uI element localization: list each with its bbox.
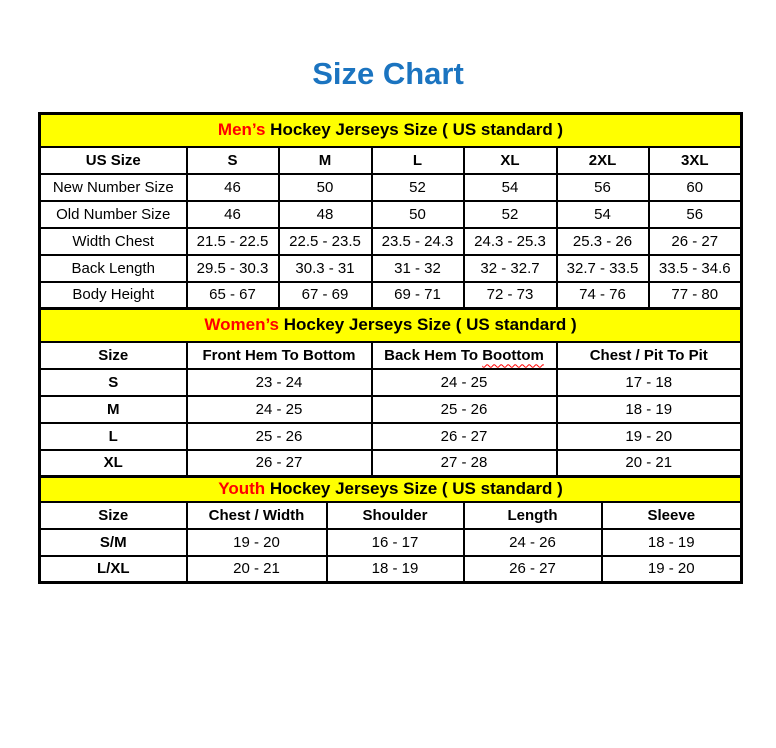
- size-value-cell: 17 - 18: [557, 369, 742, 396]
- row-label-cell: Back Length: [40, 255, 187, 282]
- size-value-cell: 46: [187, 174, 279, 201]
- size-value-cell: 26 - 27: [649, 228, 742, 255]
- womens-size-table: [38, 307, 743, 478]
- mens-section-header-row: [40, 114, 742, 147]
- size-value-cell: 60: [649, 174, 742, 201]
- size-value-cell: 30.3 - 31: [279, 255, 372, 282]
- size-row: [40, 174, 742, 201]
- column-header: 3XL: [649, 147, 742, 174]
- size-value-cell: 20 - 21: [557, 450, 742, 477]
- size-row: [40, 369, 742, 396]
- size-value-cell: 74 - 76: [557, 282, 649, 309]
- size-row: [40, 201, 742, 228]
- size-value-cell: 25.3 - 26: [557, 228, 649, 255]
- size-value-cell: 22.5 - 23.5: [279, 228, 372, 255]
- row-label-cell: New Number Size: [40, 174, 187, 201]
- column-header: Chest / Pit To Pit: [557, 342, 742, 369]
- size-row: [40, 255, 742, 282]
- row-label-cell: L: [40, 423, 187, 450]
- row-label-cell: Width Chest: [40, 228, 187, 255]
- size-value-cell: 50: [372, 201, 464, 228]
- size-value-cell: 20 - 21: [187, 556, 327, 583]
- size-value-cell: 19 - 20: [187, 529, 327, 556]
- column-header: S: [187, 147, 279, 174]
- mens-size-table: [38, 112, 743, 310]
- size-value-cell: 54: [557, 201, 649, 228]
- womens-table-body: [40, 369, 742, 477]
- size-value-cell: 56: [649, 201, 742, 228]
- size-value-cell: 27 - 28: [372, 450, 557, 477]
- size-value-cell: 32 - 32.7: [464, 255, 557, 282]
- size-value-cell: 48: [279, 201, 372, 228]
- size-value-cell: 26 - 27: [464, 556, 602, 583]
- column-header: XL: [464, 147, 557, 174]
- mens-section-header: [40, 114, 742, 147]
- size-value-cell: 19 - 20: [602, 556, 742, 583]
- size-row: [40, 396, 742, 423]
- size-chart-page: [0, 56, 776, 584]
- misspelled-word: Boottom: [482, 346, 544, 364]
- size-value-cell: 26 - 27: [187, 450, 372, 477]
- size-row: [40, 450, 742, 477]
- size-value-cell: 21.5 - 22.5: [187, 228, 279, 255]
- size-value-cell: 26 - 27: [372, 423, 557, 450]
- size-value-cell: 72 - 73: [464, 282, 557, 309]
- size-value-cell: 56: [557, 174, 649, 201]
- size-value-cell: 24 - 26: [464, 529, 602, 556]
- column-header: 2XL: [557, 147, 649, 174]
- size-value-cell: 18 - 19: [602, 529, 742, 556]
- size-value-cell: 24 - 25: [187, 396, 372, 423]
- size-value-cell: 25 - 26: [187, 423, 372, 450]
- mens-table-body: [40, 174, 742, 309]
- youth-section-header: [40, 477, 742, 502]
- youth-table-body: [40, 529, 742, 583]
- size-value-cell: 23.5 - 24.3: [372, 228, 464, 255]
- youth-section-title: Hockey Jerseys Size ( US standard ): [265, 479, 563, 499]
- size-value-cell: 18 - 19: [327, 556, 464, 583]
- row-label-cell: XL: [40, 450, 187, 477]
- size-value-cell: 54: [464, 174, 557, 201]
- column-header: Size: [40, 502, 187, 529]
- size-value-cell: 19 - 20: [557, 423, 742, 450]
- column-header: Sleeve: [602, 502, 742, 529]
- size-value-cell: 24.3 - 25.3: [464, 228, 557, 255]
- row-label-cell: M: [40, 396, 187, 423]
- size-value-cell: 46: [187, 201, 279, 228]
- row-label-cell: L/XL: [40, 556, 187, 583]
- size-row: [40, 423, 742, 450]
- youth-section-header-row: [40, 477, 742, 502]
- womens-section-header: [40, 309, 742, 342]
- column-header: Shoulder: [327, 502, 464, 529]
- size-value-cell: 31 - 32: [372, 255, 464, 282]
- size-value-cell: 29.5 - 30.3: [187, 255, 279, 282]
- mens-header-row: [40, 147, 742, 174]
- youth-header-row: [40, 502, 742, 529]
- size-row: [40, 228, 742, 255]
- size-row: [40, 556, 742, 583]
- page-title: Size Chart: [312, 56, 464, 91]
- row-label-cell: S: [40, 369, 187, 396]
- size-value-cell: 67 - 69: [279, 282, 372, 309]
- size-value-cell: 50: [279, 174, 372, 201]
- size-chart-tables: [38, 112, 740, 584]
- size-value-cell: 16 - 17: [327, 529, 464, 556]
- womens-header-row: [40, 342, 742, 369]
- womens-section-header-row: [40, 309, 742, 342]
- row-label-cell: Old Number Size: [40, 201, 187, 228]
- row-label-cell: S/M: [40, 529, 187, 556]
- row-label-cell: Body Height: [40, 282, 187, 309]
- column-header: Size: [40, 342, 187, 369]
- size-value-cell: 25 - 26: [372, 396, 557, 423]
- size-value-cell: 52: [372, 174, 464, 201]
- mens-section-highlight: Men’s: [217, 120, 266, 140]
- column-header: Chest / Width: [187, 502, 327, 529]
- size-value-cell: 24 - 25: [372, 369, 557, 396]
- womens-section-title: Hockey Jerseys Size ( US standard ): [279, 315, 577, 335]
- size-value-cell: 33.5 - 34.6: [649, 255, 742, 282]
- youth-section-highlight: Youth: [218, 479, 266, 499]
- youth-size-table: [38, 475, 743, 584]
- size-value-cell: 52: [464, 201, 557, 228]
- mens-section-title: Hockey Jerseys Size ( US standard ): [265, 120, 564, 140]
- womens-section-highlight: Women’s: [204, 315, 279, 335]
- size-row: [40, 529, 742, 556]
- size-row: [40, 282, 742, 309]
- size-value-cell: 18 - 19: [557, 396, 742, 423]
- size-value-cell: 23 - 24: [187, 369, 372, 396]
- column-header: US Size: [40, 147, 187, 174]
- size-value-cell: 32.7 - 33.5: [557, 255, 649, 282]
- size-value-cell: 65 - 67: [187, 282, 279, 309]
- size-value-cell: 69 - 71: [372, 282, 464, 309]
- column-header: L: [372, 147, 464, 174]
- column-header: Back Hem To Boottom: [372, 342, 557, 369]
- column-header: Front Hem To Bottom: [187, 342, 372, 369]
- column-header: M: [279, 147, 372, 174]
- size-value-cell: 77 - 80: [649, 282, 742, 309]
- column-header: Length: [464, 502, 602, 529]
